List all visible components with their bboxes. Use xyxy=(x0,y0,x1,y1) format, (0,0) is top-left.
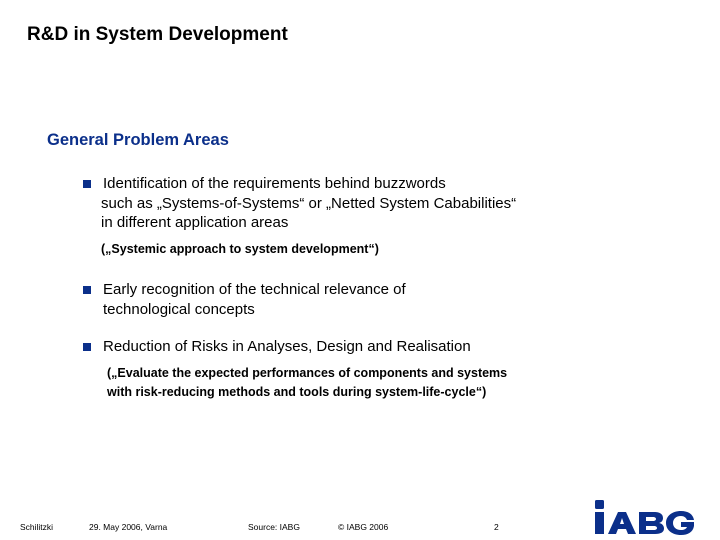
footer-date-place: 29. May 2006, Varna xyxy=(89,522,168,532)
footer-author: Schilitzki xyxy=(20,522,54,532)
square-bullet-icon xyxy=(83,180,91,188)
logo-a xyxy=(608,512,636,534)
bullet-line: Reduction of Risks in Analyses, Design and Realisation xyxy=(103,338,471,355)
bullet-line: technological concepts xyxy=(103,300,255,318)
bullet-line: such as „Systems-of-Systems“ or „Netted System Cababilities“ xyxy=(101,194,517,212)
bullet-line: Early recognition of the technical relevance of xyxy=(103,281,406,298)
logo-g xyxy=(666,511,694,535)
footer-page-number: 2 xyxy=(494,522,499,532)
bullet-note: („Evaluate the expected performances of components and systems xyxy=(107,366,508,380)
iabg-logo xyxy=(594,500,696,536)
square-bullet-icon xyxy=(83,286,91,294)
footer-source: Source: IABG xyxy=(248,522,300,532)
bullet-line: in different application areas xyxy=(101,214,289,231)
slide-title: R&D in System Development xyxy=(27,24,288,45)
bullet-note: („Systemic approach to system development“) xyxy=(101,242,379,256)
bullet-line: Identification of the requirements behind buzzwords xyxy=(103,175,446,192)
square-bullet-icon xyxy=(83,343,91,351)
section-title: General Problem Areas xyxy=(47,131,229,149)
logo-dot xyxy=(595,500,604,509)
bullet-note: with risk-reducing methods and tools during system-life-cycle“) xyxy=(107,385,487,399)
logo-b xyxy=(639,512,664,534)
footer-copyright: © IABG 2006 xyxy=(338,522,389,532)
logo-i-stem xyxy=(595,512,604,534)
